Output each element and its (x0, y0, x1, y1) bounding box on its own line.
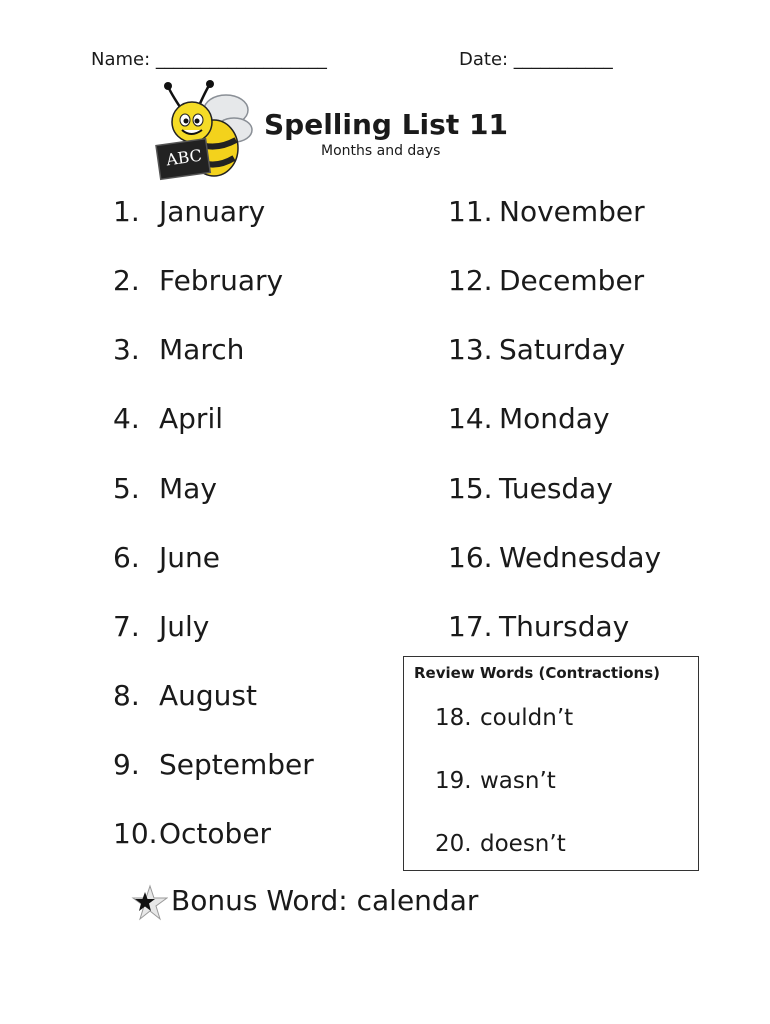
list-item: 6. June (113, 541, 220, 574)
list-item: 10.October (113, 817, 272, 850)
list-item: 9. September (113, 748, 314, 781)
list-item: 8. August (113, 679, 257, 712)
review-item: 18. couldn’t (435, 705, 574, 731)
list-item: 11. November (448, 195, 645, 228)
bonus-word: Bonus Word: calendar (171, 884, 479, 917)
chalkboard-text: ABC (164, 145, 204, 170)
date-line: Date: ___________ (459, 49, 613, 70)
list-item: 16. Wednesday (448, 541, 662, 574)
list-item: 13. Saturday (448, 333, 626, 366)
review-item: 19. wasn’t (435, 768, 556, 794)
page-title: Spelling List 11 (264, 108, 508, 141)
list-item: 1. January (113, 195, 266, 228)
list-item: 5. May (113, 472, 217, 505)
list-item: 7. July (113, 610, 210, 643)
list-item: 15. Tuesday (448, 472, 613, 505)
bee-icon (148, 80, 260, 194)
review-title: Review Words (Contractions) (414, 664, 661, 682)
list-item: 14. Monday (448, 402, 610, 435)
list-item: 17. Thursday (448, 610, 630, 643)
list-item: 2. February (113, 264, 284, 297)
page-subtitle: Months and days (321, 143, 441, 159)
list-item: 4. April (113, 402, 223, 435)
list-item: 3. March (113, 333, 245, 366)
review-box (403, 656, 699, 871)
list-item: 12. December (448, 264, 645, 297)
review-item: 20. doesn’t (435, 831, 566, 857)
star-icon (124, 882, 168, 926)
name-line: Name: ___________________ (91, 49, 327, 70)
